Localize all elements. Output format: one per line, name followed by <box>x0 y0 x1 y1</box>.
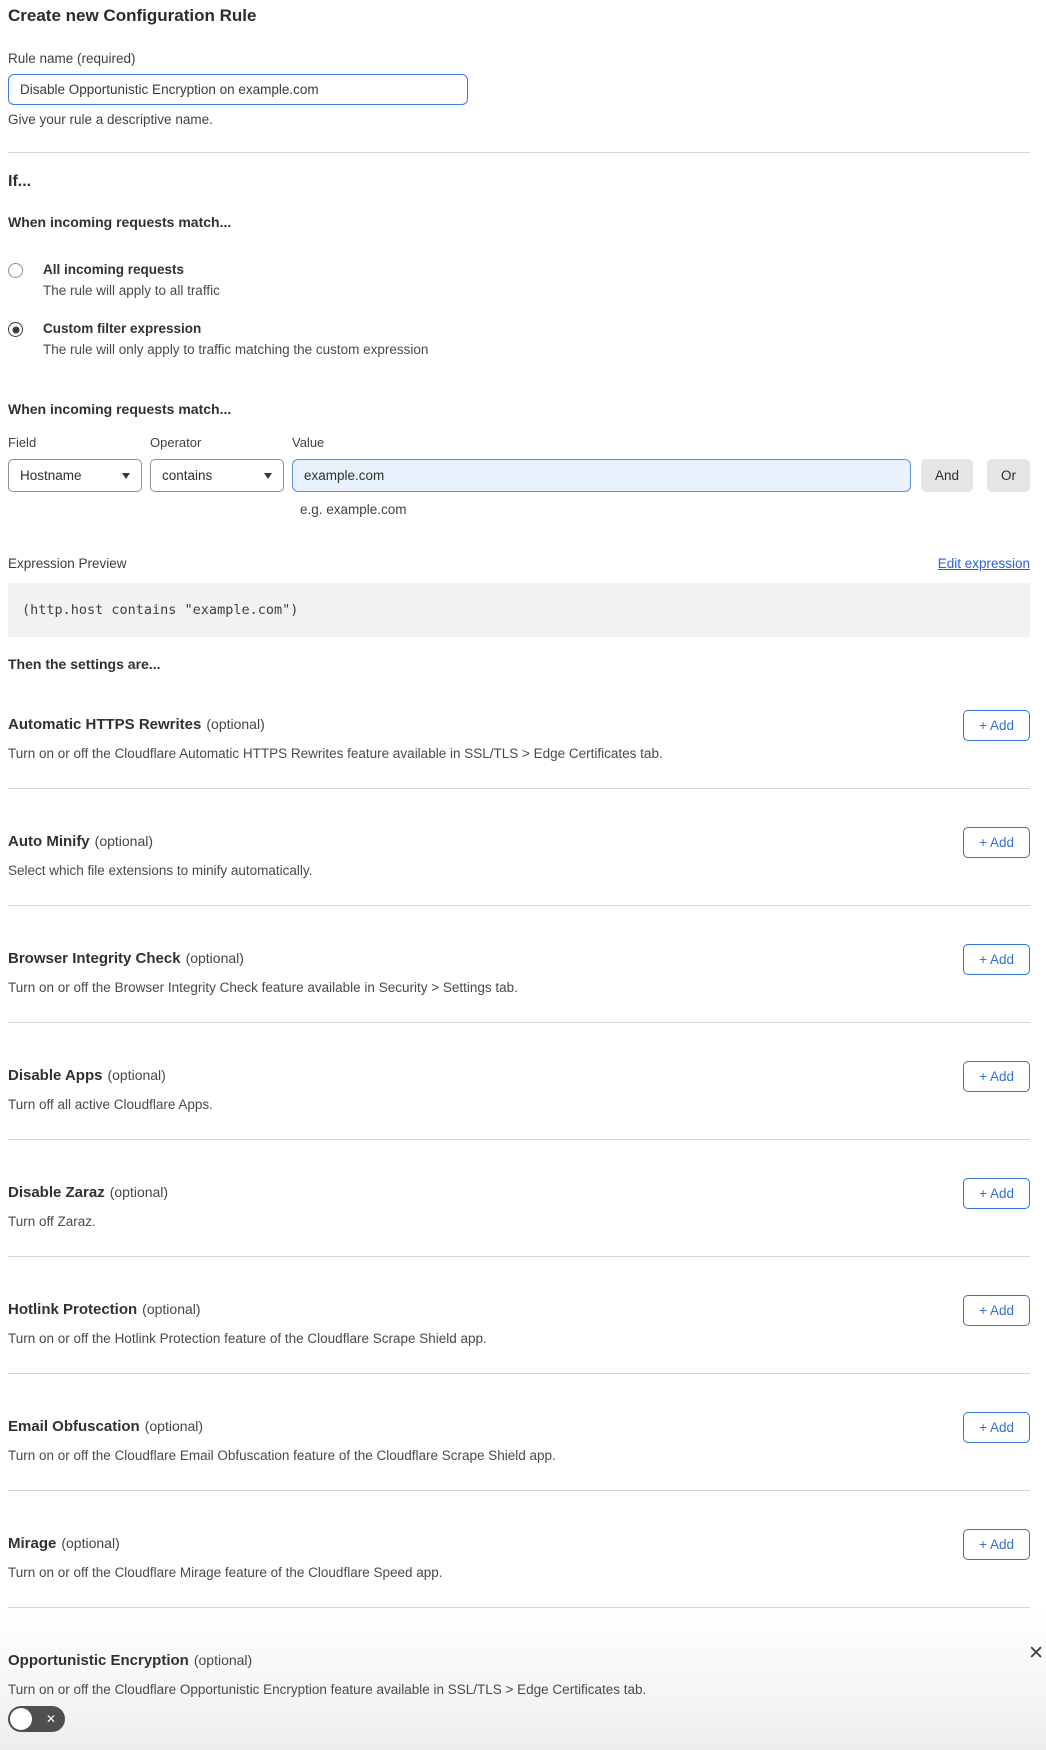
setting-name: Mirage <box>8 1535 57 1552</box>
setting-email-obfuscation <box>8 1374 1030 1490</box>
setting-name: Opportunistic Encryption <box>8 1652 189 1669</box>
setting-disable-apps <box>8 1023 1030 1139</box>
expression-preview-label: Expression Preview <box>8 556 127 571</box>
setting-name: Auto Minify <box>8 833 90 850</box>
toggle-off-icon: ✕ <box>45 1712 56 1726</box>
add-email-obfuscation-button[interactable]: + Add <box>963 1412 1030 1443</box>
setting-description: Turn on or off the Hotlink Protection feature of the Cloudflare Scrape Shield app. <box>8 1331 487 1346</box>
setting-auto-minify <box>8 789 1030 905</box>
setting-name: Email Obfuscation <box>8 1418 140 1435</box>
optional-tag: (optional) <box>109 1184 169 1200</box>
chevron-down-icon <box>264 473 272 479</box>
operator-label: Operator <box>150 435 202 450</box>
then-settings-heading: Then the settings are... <box>8 656 161 672</box>
setting-browser-integrity-check <box>8 906 1030 1022</box>
value-hint: e.g. example.com <box>300 502 407 517</box>
radio-label: Custom filter expression <box>43 321 202 336</box>
rule-name-label: Rule name (required) <box>8 51 136 66</box>
add-hotlink-protection-button[interactable]: + Add <box>963 1295 1030 1326</box>
radio-option-custom-filter-expression[interactable] <box>8 321 1030 357</box>
rule-name-input[interactable] <box>8 74 468 105</box>
value-label: Value <box>292 435 325 450</box>
field-select[interactable] <box>8 459 142 492</box>
setting-description: Turn on or off the Cloudflare Mirage feature of the Cloudflare Speed app. <box>8 1565 443 1580</box>
page-title: Create new Configuration Rule <box>8 6 257 25</box>
operator-select[interactable] <box>150 459 284 492</box>
optional-tag: (optional) <box>185 950 244 966</box>
setting-description: Turn on or off the Browser Integrity Check feature available in Security > Settings tab. <box>8 980 518 995</box>
optional-tag: (optional) <box>94 833 154 849</box>
setting-description: Turn on or off the Cloudflare Opportunistic Encryption feature available in SSL/TLS > Edge Certificates tab. <box>8 1682 647 1697</box>
add-disable-zaraz-button[interactable]: + Add <box>963 1178 1030 1209</box>
operator-select-value: contains <box>162 468 213 483</box>
radio-description: The rule will only apply to traffic matching the custom expression <box>43 342 429 357</box>
radio-option-all-incoming-requests[interactable] <box>8 262 1030 298</box>
radio-button-selected[interactable] <box>8 322 23 337</box>
setting-name: Disable Apps <box>8 1067 103 1084</box>
setting-description: Turn off Zaraz. <box>8 1214 96 1229</box>
add-disable-apps-button[interactable]: + Add <box>963 1061 1030 1092</box>
add-automatic-https-rewrites-button[interactable]: + Add <box>963 710 1030 741</box>
setting-opportunistic-encryption <box>0 1608 1046 1750</box>
and-button[interactable]: And <box>921 459 973 492</box>
setting-description: Turn off all active Cloudflare Apps. <box>8 1097 213 1112</box>
add-auto-minify-button[interactable]: + Add <box>963 827 1030 858</box>
edit-expression-link[interactable]: Edit expression <box>937 556 1030 571</box>
optional-tag: (optional) <box>107 1067 166 1083</box>
or-button[interactable]: Or <box>987 459 1030 492</box>
optional-tag: (optional) <box>61 1535 120 1551</box>
opportunistic-encryption-toggle[interactable] <box>8 1706 65 1732</box>
field-select-value: Hostname <box>20 468 82 483</box>
optional-tag: (optional) <box>144 1418 204 1434</box>
setting-mirage <box>8 1491 1030 1607</box>
radio-label: All incoming requests <box>43 262 185 277</box>
setting-description: Turn on or off the Cloudflare Automatic HTTPS Rewrites feature available in SSL/TLS > Edge Certificates tab. <box>8 746 663 761</box>
expression-builder-heading: When incoming requests match... <box>8 401 232 417</box>
radio-button-unselected[interactable] <box>8 263 23 278</box>
chevron-down-icon <box>122 473 130 479</box>
setting-description: Select which file extensions to minify automatically. <box>8 863 313 878</box>
setting-hotlink-protection <box>8 1257 1030 1373</box>
optional-tag: (optional) <box>193 1652 253 1668</box>
value-input[interactable] <box>292 459 911 492</box>
section-divider <box>8 152 1030 153</box>
field-label: Field <box>8 435 37 450</box>
expression-preview-code: (http.host contains "example.com") <box>8 583 1030 637</box>
if-heading: If... <box>8 173 32 190</box>
close-icon[interactable]: ✕ <box>1028 1643 1044 1664</box>
setting-name: Automatic HTTPS Rewrites <box>8 716 202 733</box>
setting-name: Hotlink Protection <box>8 1301 138 1318</box>
optional-tag: (optional) <box>206 716 265 732</box>
setting-disable-zaraz <box>8 1140 1030 1256</box>
setting-automatic-https-rewrites <box>8 672 1030 788</box>
optional-tag: (optional) <box>142 1301 201 1317</box>
add-browser-integrity-check-button[interactable]: + Add <box>963 944 1030 975</box>
setting-description: Turn on or off the Cloudflare Email Obfuscation feature of the Cloudflare Scrape Shield app. <box>8 1448 556 1463</box>
setting-name: Disable Zaraz <box>8 1184 105 1201</box>
match-heading: When incoming requests match... <box>8 214 232 230</box>
toggle-knob <box>10 1708 32 1730</box>
rule-name-help: Give your rule a descriptive name. <box>8 112 213 127</box>
setting-name: Browser Integrity Check <box>8 950 181 967</box>
add-mirage-button[interactable]: + Add <box>963 1529 1030 1560</box>
radio-description: The rule will apply to all traffic <box>43 283 220 298</box>
